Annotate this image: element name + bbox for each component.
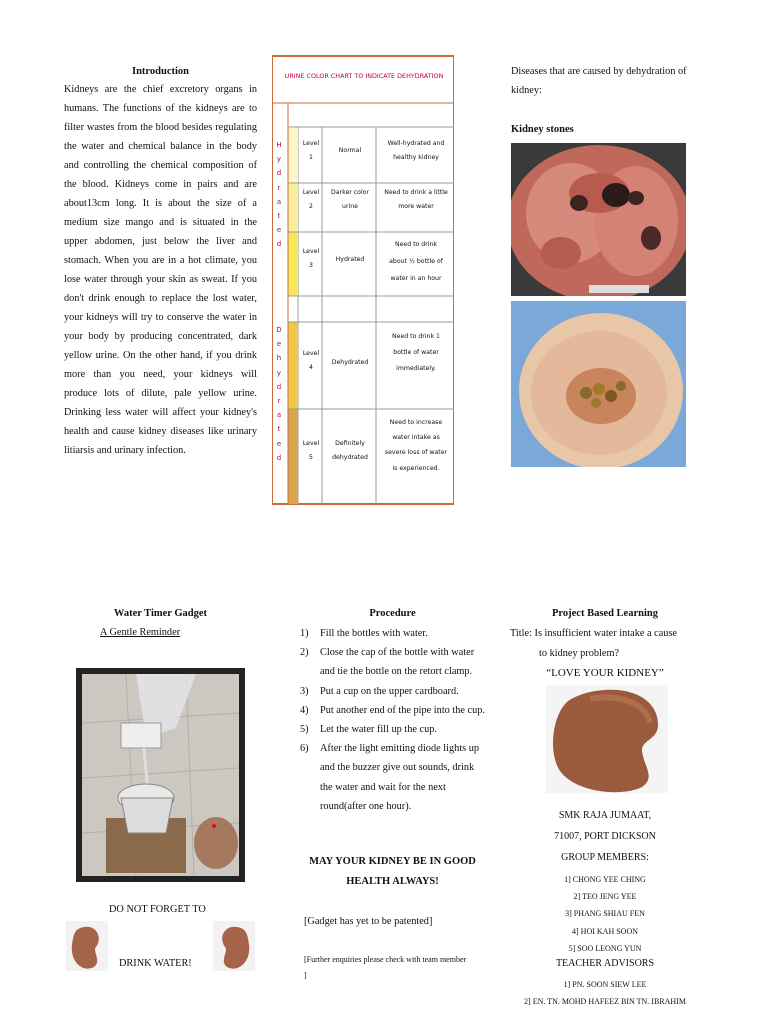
gadget-subtitle: A Gentle Reminder — [100, 627, 181, 638]
color-swatch-level-5 — [289, 409, 299, 504]
color-swatch-level-2 — [289, 183, 299, 232]
row-level-3: Level 3 — [302, 248, 320, 269]
row-advice-5: Need to increase water intake as severe loss of water is experienced. — [384, 419, 448, 472]
pbl-title: Project Based Learning — [552, 608, 658, 619]
row-advice-4: Need to drink 1 bottle of water immediately. — [392, 333, 440, 372]
color-swatch-level-1 — [289, 128, 299, 183]
group-label-dehydrated: D e h y d r a t e d — [276, 326, 282, 462]
row-level-4: Level 4 — [302, 350, 320, 371]
row-level-5: Level 5 — [302, 440, 320, 461]
row-state-1: Normal — [338, 147, 362, 154]
procedure-step: 2) Close the cap of the bottle with water and tie the bottle on the retort clamp. — [300, 647, 475, 678]
kidney-icon-left — [66, 921, 108, 971]
teacher-advisors-list — [495, 976, 715, 1010]
teacher-advisors-title: TEACHER ADVISORS — [555, 958, 655, 969]
member-item: 5] SOO LEONG YUN — [568, 943, 642, 953]
procedure-step: 6) After the light emitting diode lights up and the buzzer give out sounds, drink the water and wait for the next round(after one hour). — [300, 743, 480, 812]
kidney-stones-title: Kidney stones — [511, 124, 574, 135]
school-address: 71007, PORT DICKSON — [554, 831, 656, 842]
intro-title: Introduction — [132, 66, 189, 77]
row-state-4: Dehydrated — [331, 359, 369, 366]
member-item: 1] CHONG YEE CHING — [564, 875, 646, 884]
member-item: 4] HOI KAH SOON — [572, 926, 638, 936]
kidney-stones-photo-1 — [511, 143, 686, 296]
row-advice-3: Need to drink about ½ bottle of water in an hour — [389, 241, 443, 282]
member-item: 3] PHANG SHIAU FEN — [565, 909, 645, 919]
group-members-title: GROUP MEMBERS: — [561, 852, 649, 863]
color-swatch-level-4 — [289, 322, 299, 409]
pbl-question-line-1: Title: Is insufficient water intake a cause — [510, 628, 677, 639]
procedure-step: 1) Fill the bottles with water. — [300, 628, 428, 639]
gadget-photo — [76, 668, 245, 882]
row-state-3: Hydrated — [335, 256, 365, 263]
slogan-line-2: HEALTH ALWAYS! — [346, 876, 439, 887]
row-state-5: Definitely dehydrated — [332, 440, 368, 461]
gadget-title: Water Timer Gadget — [113, 608, 208, 619]
chart-title: URINE COLOR CHART TO INDICATE DEHYDRATION — [284, 72, 444, 80]
member-item: 2] TEO JENG YEE — [573, 892, 637, 902]
group-label-hydrated: H y d r a t e d — [276, 141, 282, 249]
procedure-step: 3) Put a cup on the upper cardboard. — [300, 685, 459, 697]
row-level-1: Level 1 — [302, 140, 320, 161]
kidney-photo — [546, 685, 668, 793]
love-kidney-slogan: “LOVE YOUR KIDNEY” — [546, 667, 664, 679]
reminder-line-2: DRINK WATER! — [119, 958, 192, 969]
row-state-2: Darker color urine — [330, 189, 370, 210]
kidney-stones-photo-2 — [511, 301, 686, 467]
enquiries-note: [Further enquiries please check with team member ] — [304, 955, 467, 980]
procedure-title: Procedure — [369, 608, 416, 619]
procedure-step: 4) Put another end of the pipe into the cup. — [300, 704, 485, 716]
group-members-list — [505, 871, 705, 957]
reminder-line-1: DO NOT FORGET TO — [109, 904, 206, 915]
row-level-2: Level 2 — [302, 189, 320, 210]
patent-note: [Gadget has yet to be patented] — [304, 916, 433, 927]
pbl-question-line-2: to kidney problem? — [539, 648, 620, 659]
procedure-step: 5) Let the water fill up the cup. — [300, 724, 437, 736]
advisor-item: 1] PN. SOON SIEW LEE — [563, 980, 647, 989]
kidney-icon-right — [213, 921, 255, 971]
intro-body: Kidneys are the chief excretory organs in humans. The functions of the kidneys are to filter wastes from the blood besides regulating the water and chemical balance in the body and controlling the chemical composition of the blood. Kidneys come in pairs and are about13cm long. It is about the size of a medium size mango and is situated in the upper abdomen, just below the liver and stomach. When you are in a hot climate, you lose water through your skin as sweat. If you don't drink enough to replace the lost water, your kidneys will try to conserve the water in your body by producing concentrated, dark yellow urine. On the other hand, if you drink more than you need, your kidneys will produce lots of dilute, pale yellow urine. Drinking less water will affect your kidney's health and cause kidney diseases like urinary litiarsis and urinary infection. — [64, 84, 257, 456]
row-advice-1: Well-hydrated and healthy kidney — [387, 140, 445, 161]
diseases-text: Diseases that are caused by dehydration of kidney: — [511, 66, 687, 96]
school-name: SMK RAJA JUMAAT, — [558, 810, 652, 821]
color-swatch-level-3 — [289, 232, 299, 296]
row-advice-2: Need to drink a little more water — [384, 189, 448, 210]
procedure-steps — [300, 624, 485, 816]
advisor-item: 2] EN. TN. MOHD HAFEEZ BIN TN. IBRAHIM — [524, 997, 686, 1006]
slogan-line-1: MAY YOUR KIDNEY BE IN GOOD — [309, 856, 476, 867]
